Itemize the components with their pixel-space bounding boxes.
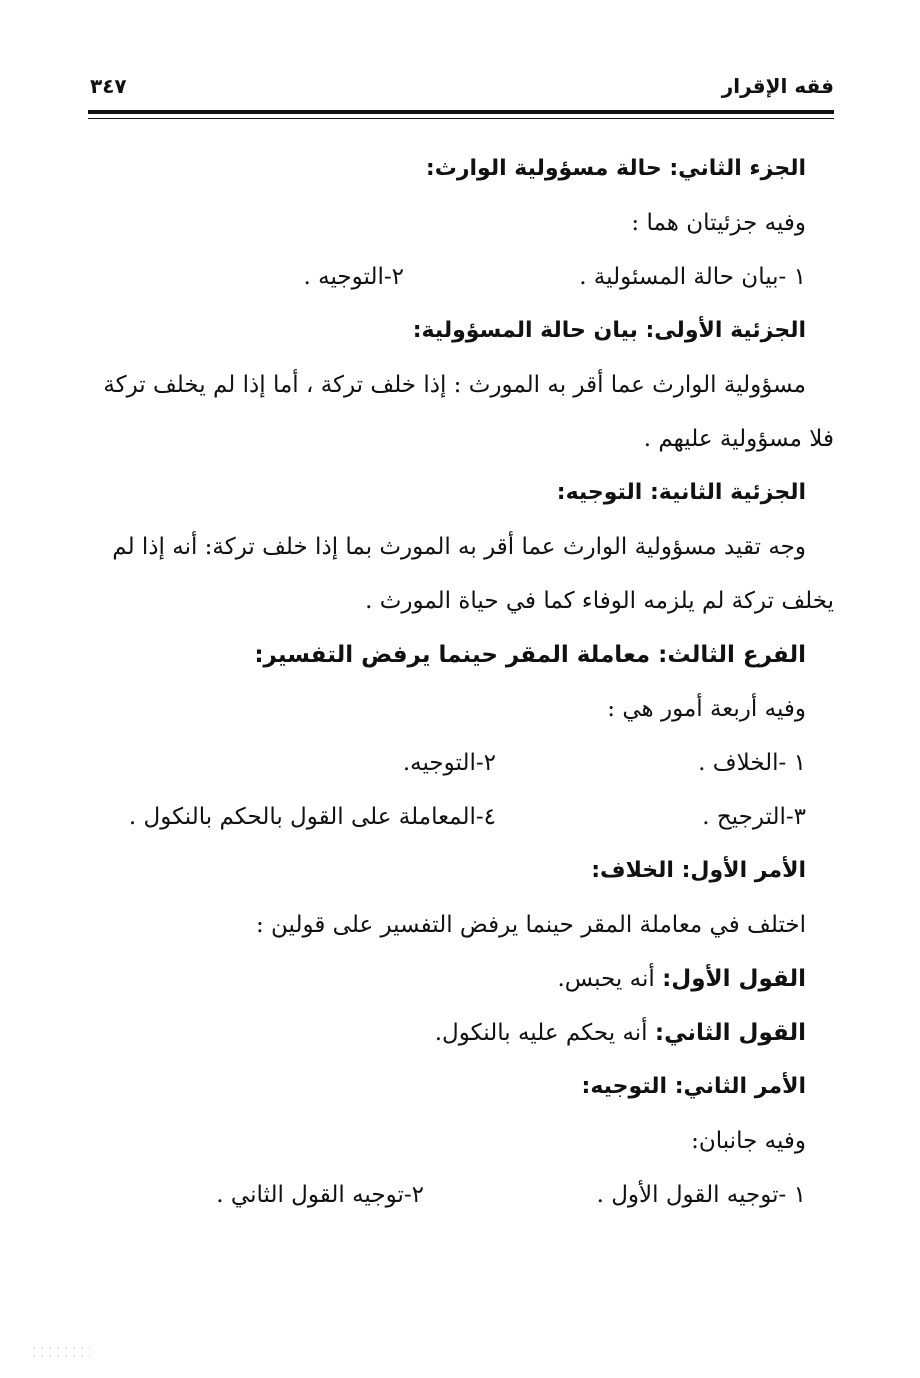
- page-number: ٣٤٧: [90, 74, 127, 98]
- paragraph-line: اختلف في معاملة المقر حينما يرفض التفسير على قولين :: [255, 912, 806, 938]
- scan-artifact: [30, 1344, 90, 1358]
- list-item: ١ -توجيه القول الأول .: [596, 1182, 806, 1208]
- heading-part2: الجزء الثاني: حالة مسؤولية الوارث:: [425, 156, 806, 181]
- list-row: [92, 1168, 834, 1222]
- page-body: [92, 142, 834, 1222]
- heading-matter1: الأمر الأول: الخلاف:: [591, 858, 806, 883]
- list-row: [92, 250, 834, 304]
- heading-sub1: الجزئية الأولى: بيان حالة المسؤولية:: [412, 318, 806, 343]
- heading-sub2: الجزئية الثانية: التوجيه:: [556, 480, 806, 505]
- header-rule-thin: [88, 118, 834, 119]
- intro-two-sides: وفيه جانبان:: [691, 1128, 806, 1154]
- header-title: فقه الإقرار: [721, 74, 834, 98]
- list-item: ١ -بيان حالة المسئولية .: [579, 264, 806, 290]
- list-row: [92, 790, 834, 844]
- opinion-label: القول الأول:: [662, 966, 806, 992]
- paragraph-line: وجه تقيد مسؤولية الوارث عما أقر به المورث بما إذا خلف تركة: أنه إذا لم: [112, 534, 806, 560]
- paragraph-line: يخلف تركة لم يلزمه الوفاء كما في حياة المورث .: [365, 588, 834, 614]
- opinion-line: [92, 1006, 834, 1060]
- opinion-text: أنه يحبس.: [557, 966, 663, 992]
- list-item: ١ -الخلاف .: [698, 750, 806, 776]
- running-header: [90, 72, 834, 108]
- heading-matter2: الأمر الثاني: التوجيه:: [581, 1074, 806, 1099]
- intro-two-parts: وفيه جزئيتان هما :: [631, 210, 806, 236]
- header-rule-thick: [88, 110, 834, 114]
- opinion-text: أنه يحكم عليه بالنكول.: [434, 1020, 655, 1046]
- list-item: ٣-الترجيح .: [702, 804, 806, 830]
- list-row: [92, 736, 834, 790]
- paragraph-line: مسؤولية الوارث عما أقر به المورث : إذا خلف تركة ، أما إذا لم يخلف تركة: [103, 372, 806, 398]
- heading-branch3: الفرع الثالث: معاملة المقر حينما يرفض التفسير:: [254, 642, 806, 668]
- paragraph-line: فلا مسؤولية عليهم .: [643, 426, 834, 452]
- opinion-line: [92, 952, 834, 1006]
- opinion-label: القول الثاني:: [654, 1020, 806, 1046]
- list-item: ٢-توجيه القول الثاني .: [216, 1182, 424, 1208]
- list-item: ٢-التوجيه .: [303, 264, 404, 290]
- list-item: ٤-المعاملة على القول بالحكم بالنكول .: [128, 804, 496, 830]
- list-item: ٢-التوجيه.: [402, 750, 496, 776]
- intro-four: وفيه أربعة أمور هي :: [607, 696, 806, 722]
